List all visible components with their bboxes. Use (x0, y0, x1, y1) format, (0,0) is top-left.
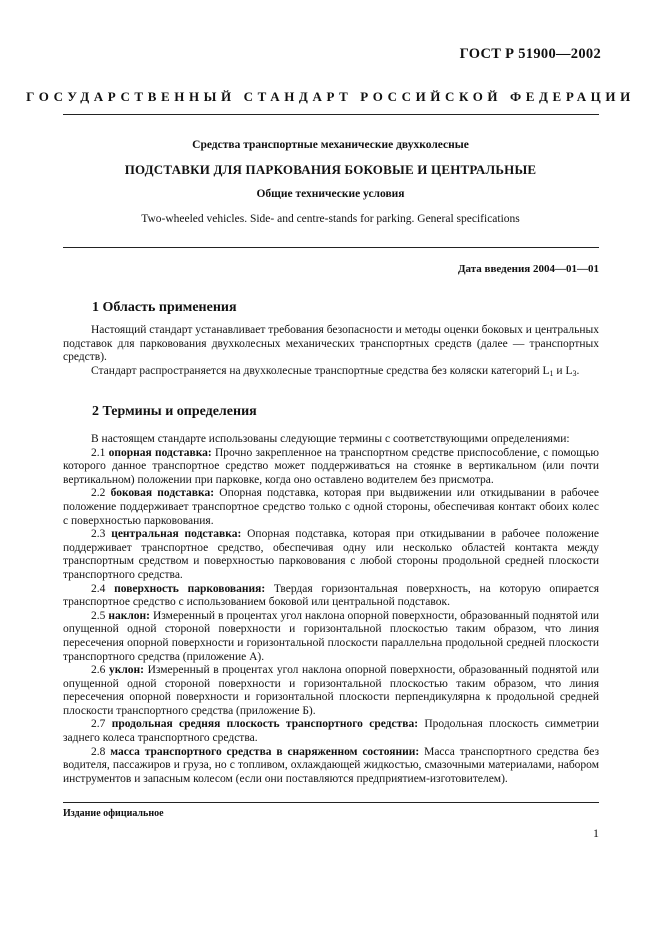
term-text: Измеренный в процентах угол наклона опорной поверхности, образованный поднятой или опущенной одной стороной поверхности и горизонтальной плоскостью таким образом, что линия пересечения опорной поверхности и горизонтальной плоскости перпендикулярна к продольной средней плоскости транспортного средства (приложение Б). (63, 664, 600, 717)
document-main-title: ПОДСТАВКИ ДЛЯ ПАРКОВАНИЯ БОКОВЫЕ И ЦЕНТРАЛЬНЫЕ (124, 162, 537, 177)
footer-divider (63, 802, 599, 803)
term-number: 2.7 (91, 718, 112, 731)
term-number: 2.2 (91, 487, 111, 500)
term-text: Твердая горизонтальная поверхность, на которую опирается транспортное средство с использованием боковой или центральной подставок. (63, 582, 599, 609)
term-name: поверхность парковования: (114, 582, 266, 595)
section-2-body (63, 433, 599, 786)
term-number: 2.1 (91, 446, 109, 459)
term-definition (63, 487, 599, 528)
term-definition (63, 583, 599, 610)
section-1-body (63, 324, 599, 378)
term-name: уклон: (108, 664, 144, 677)
standard-number: ГОСТ Р 51900—2002 (459, 46, 601, 62)
page-number: 1 (593, 826, 599, 840)
section-1-heading: 1 Область применения (92, 300, 237, 315)
section-1-paragraph-1: Настоящий стандарт устанавливает требования безопасности и методы оценки боковых и центральных подставок для парковования двухколесных механических транспортных средств (далее — транспортных средств). (63, 324, 599, 364)
state-standard-title: ГОСУДАРСТВЕННЫЙ СТАНДАРТ РОССИЙСКОЙ ФЕДЕРАЦИИ (26, 89, 635, 104)
section-1-paragraph-2 (63, 365, 599, 379)
english-title: Two-wheeled vehicles. Side- and centre-stands for parking. General specifications (141, 213, 520, 225)
title-divider (63, 247, 599, 248)
term-number: 2.6 (91, 664, 109, 677)
term-name: масса транспортного средства в снаряженном состоянии: (110, 745, 420, 758)
term-text: Прочно закрепленное на транспортном средстве приспособление, с помощью которого данное транспортное средство может поддерживаться на стоянке в вертикальном (или почти вертикальном) положении при парковке, когда оно оставлено водителем без присмотра. (63, 446, 600, 486)
term-number: 2.8 (91, 745, 111, 758)
term-definition (63, 528, 599, 582)
document-spec-title: Общие технические условия (256, 188, 405, 200)
term-text: Измеренный в процентах угол наклона опорной поверхности, образованный поднятой или опущенной одной стороной поверхности и горизонтальной плоскостью таким образом, что линия пересечения опорной поверхности и горизонтальной плоскости параллельна продольной средней плоскости транспортного средства (приложение А). (63, 609, 600, 663)
term-definition (63, 447, 599, 488)
term-text: Продольная плоскость симметрии заднего колеса транспортного средства. (63, 718, 600, 745)
term-text: Опорная подставка, которая при выдвижении или откидывании в рабочее положение поддерживает транспортное средство только с одной стороны, обеспечивая контакт обоих колес с поверхностью парковования. (63, 487, 600, 527)
term-name: боковая подставка: (110, 487, 215, 500)
paragraph-text: и L (553, 364, 573, 377)
category-subscript: 1 (549, 368, 554, 378)
introduction-date: Дата введения 2004—01—01 (457, 263, 599, 275)
paragraph-text: . (576, 364, 580, 377)
top-divider (63, 114, 599, 115)
term-definition (63, 718, 599, 745)
official-edition-label: Издание официальное (63, 808, 164, 819)
document-subtitle: Средства транспортные механические двухколесные (192, 139, 469, 151)
term-definition (63, 746, 599, 787)
section-2-heading: 2 Термины и определения (92, 404, 257, 419)
term-name: опорная подставка: (108, 446, 212, 459)
term-number: 2.5 (91, 609, 109, 622)
category-subscript: 3 (572, 368, 577, 378)
section-2-intro: В настоящем стандарте использованы следующие термины с соответствующими определениями: (91, 433, 570, 445)
term-name: центральная подставка: (111, 528, 242, 541)
term-definition (63, 664, 599, 718)
paragraph-text: Стандарт распространяется на двухколесные транспортные средства без коляски категорий L (91, 364, 550, 377)
term-text: Опорная подставка, которая при откидывании в рабочее положение поддерживает транспортное средство, обеспечивая одну или несколько областей контакта между транспортным средством и поверхностью парковования с любой стороны продольной средней плоскости транспортного средства. (63, 528, 600, 581)
term-text: Масса транспортного средства без водителя, пассажиров и груза, но с топливом, охлаждающей жидкостью, смазочными материалами, набором инструментов и запасным колесом (если они поставляются предприятием-изготовителем). (63, 745, 599, 785)
term-name: продольная средняя плоскость транспортного средства: (111, 718, 419, 731)
term-definition (63, 610, 599, 664)
term-number: 2.4 (91, 582, 115, 595)
term-name: наклон: (108, 609, 151, 622)
term-number: 2.3 (91, 528, 112, 541)
